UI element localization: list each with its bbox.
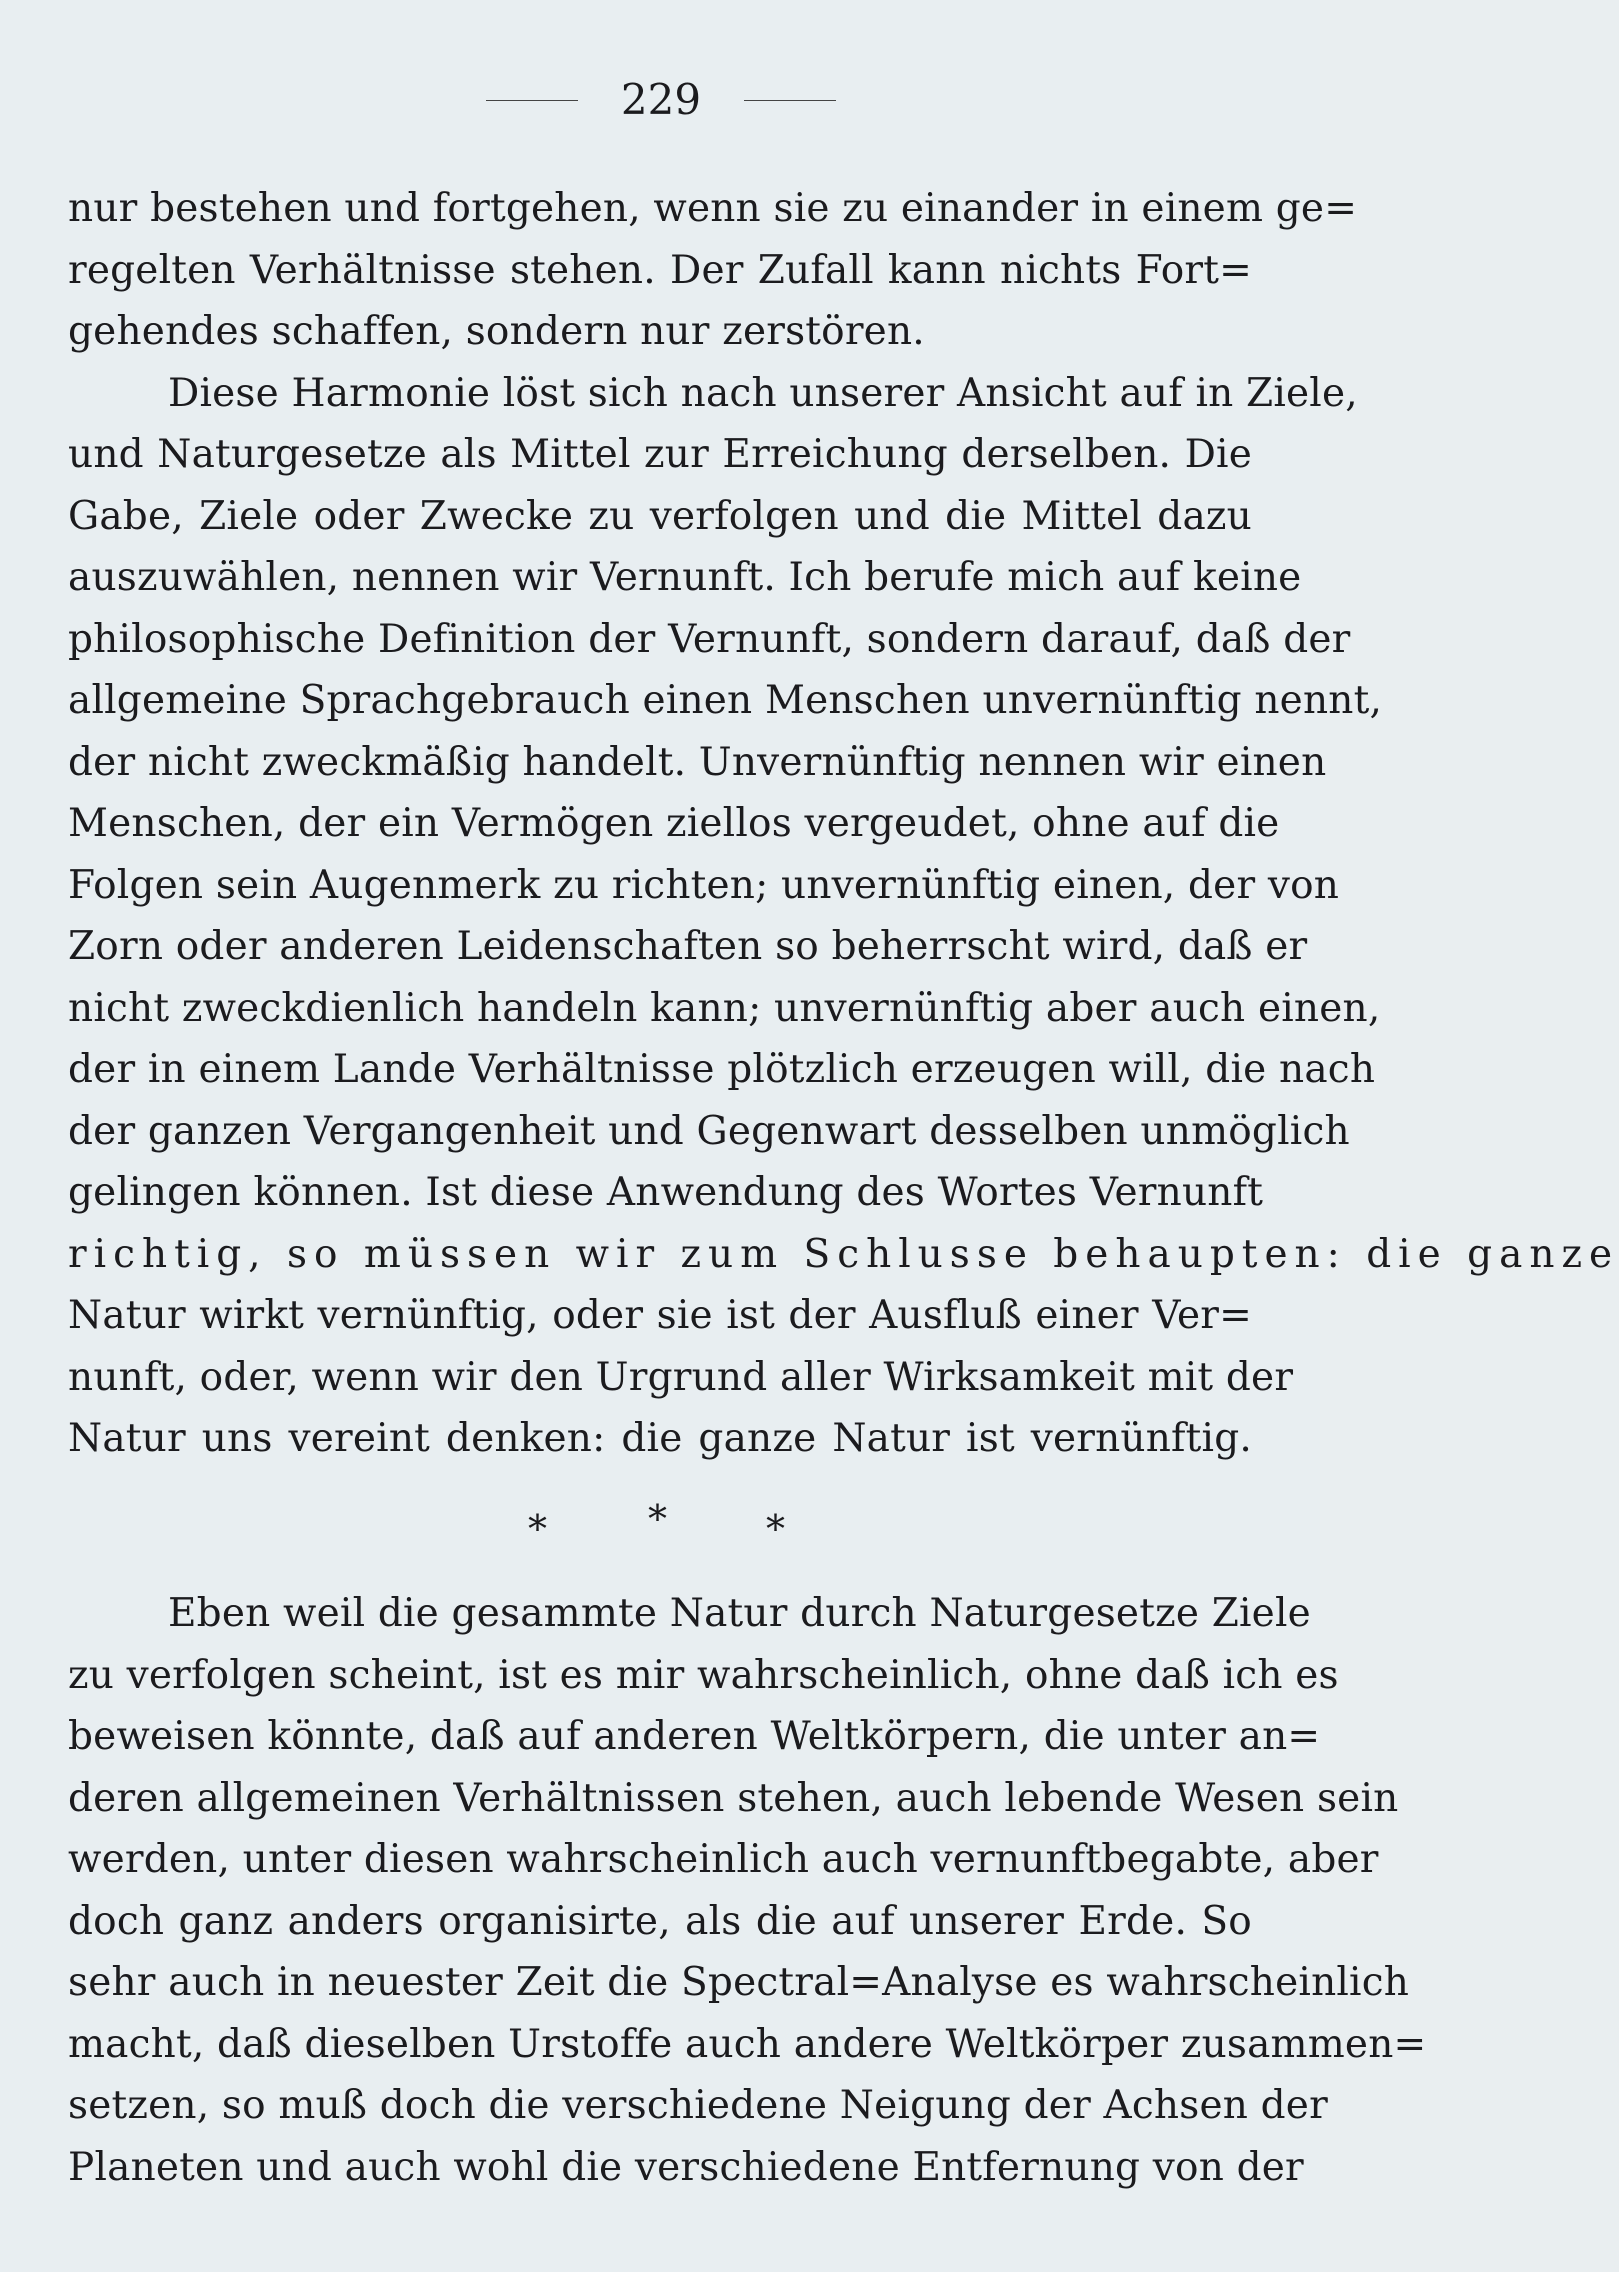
section-separator — [0, 1497, 1320, 1560]
text-line: nur bestehen und fortgehen, wenn sie zu einander in einem ge= — [68, 186, 1358, 231]
text-line: richtig, so müssen wir zum Schlusse behaupten: die ganze — [68, 1231, 1619, 1277]
text-line: macht, daß dieselben Urstoffe auch andere Weltkörper zusammen= — [68, 2021, 1427, 2067]
text-line: Gabe, Ziele oder Zwecke zu verfolgen und die Mittel dazu — [68, 493, 1252, 539]
text-line: Natur uns vereint denken: die ganze Natur ist vernünftig. — [68, 1416, 1252, 1461]
text-line: auszuwählen, nennen wir Vernunft. Ich berufe mich auf keine — [68, 555, 1302, 600]
text-line: beweisen könnte, daß auf anderen Weltkörpern, die unter an= — [68, 1714, 1321, 1759]
text-line: allgemeine Sprachgebrauch einen Menschen unvernünftig nennt, — [68, 678, 1383, 723]
text-line: und Naturgesetze als Mittel zur Erreichung derselben. Die — [68, 432, 1252, 477]
text-line: Natur wirkt vernünftig, oder sie ist der Ausfluß einer Ver= — [68, 1293, 1252, 1338]
text-line: Eben weil die gesammte Natur durch Naturgesetze Ziele — [168, 1591, 1311, 1636]
separator-asterisk: * — [766, 1507, 785, 1551]
separator-asterisk: * — [528, 1507, 547, 1551]
text-line: nunft, oder, wenn wir den Urgrund aller Wirksamkeit mit der — [68, 1354, 1294, 1400]
text-line: Diese Harmonie löst sich nach unserer Ansicht auf in Ziele, — [168, 370, 1358, 416]
text-line: gelingen können. Ist diese Anwendung des Wortes Vernunft — [68, 1170, 1264, 1215]
text-line: der nicht zweckmäßig handelt. Unvernünftig nennen wir einen — [68, 739, 1327, 785]
header-rule-right — [744, 100, 836, 101]
page-number: 229 — [620, 75, 702, 124]
text-line: zu verfolgen scheint, ist es mir wahrscheinlich, ohne daß ich es — [68, 1652, 1339, 1698]
text-line: setzen, so muß doch die verschiedene Neigung der Achsen der — [68, 2083, 1328, 2128]
text-line: Folgen sein Augenmerk zu richten; unvernünftig einen, der von — [68, 862, 1340, 908]
text-line: werden, unter diesen wahrscheinlich auch vernunftbegabte, aber — [68, 1837, 1379, 1882]
text-line: Menschen, der ein Vermögen ziellos vergeudet, ohne auf die — [68, 801, 1280, 846]
page-header — [0, 70, 1320, 130]
header-rule-left — [486, 100, 578, 101]
text-line: deren allgemeinen Verhältnissen stehen, auch lebende Wesen sein — [68, 1775, 1399, 1821]
text-line: sehr auch in neuester Zeit die Spectral=Analyse es wahrscheinlich — [68, 1960, 1410, 2005]
separator-asterisk: * — [648, 1497, 667, 1541]
text-block-upper — [68, 178, 1619, 1470]
text-line: Zorn oder anderen Leidenschaften so beherrscht wird, daß er — [68, 924, 1308, 969]
text-line: der in einem Lande Verhältnisse plötzlich erzeugen will, die nach — [68, 1047, 1376, 1092]
text-line: gehendes schaffen, sondern nur zerstören. — [68, 309, 925, 354]
text-block-lower — [68, 1583, 1427, 2198]
text-line: der ganzen Vergangenheit und Gegenwart desselben unmöglich — [68, 1108, 1350, 1154]
text-line: Planeten und auch wohl die verschiedene Entfernung von der — [68, 2144, 1304, 2190]
text-line: doch ganz anders organisirte, als die auf unserer Erde. So — [68, 1898, 1252, 1944]
text-line: regelten Verhältnisse stehen. Der Zufall kann nichts Fort= — [68, 247, 1252, 293]
text-line: philosophische Definition der Vernunft, sondern darauf, daß der — [68, 616, 1351, 662]
text-line: nicht zweckdienlich handeln kann; unvernünftig aber auch einen, — [68, 985, 1381, 1031]
